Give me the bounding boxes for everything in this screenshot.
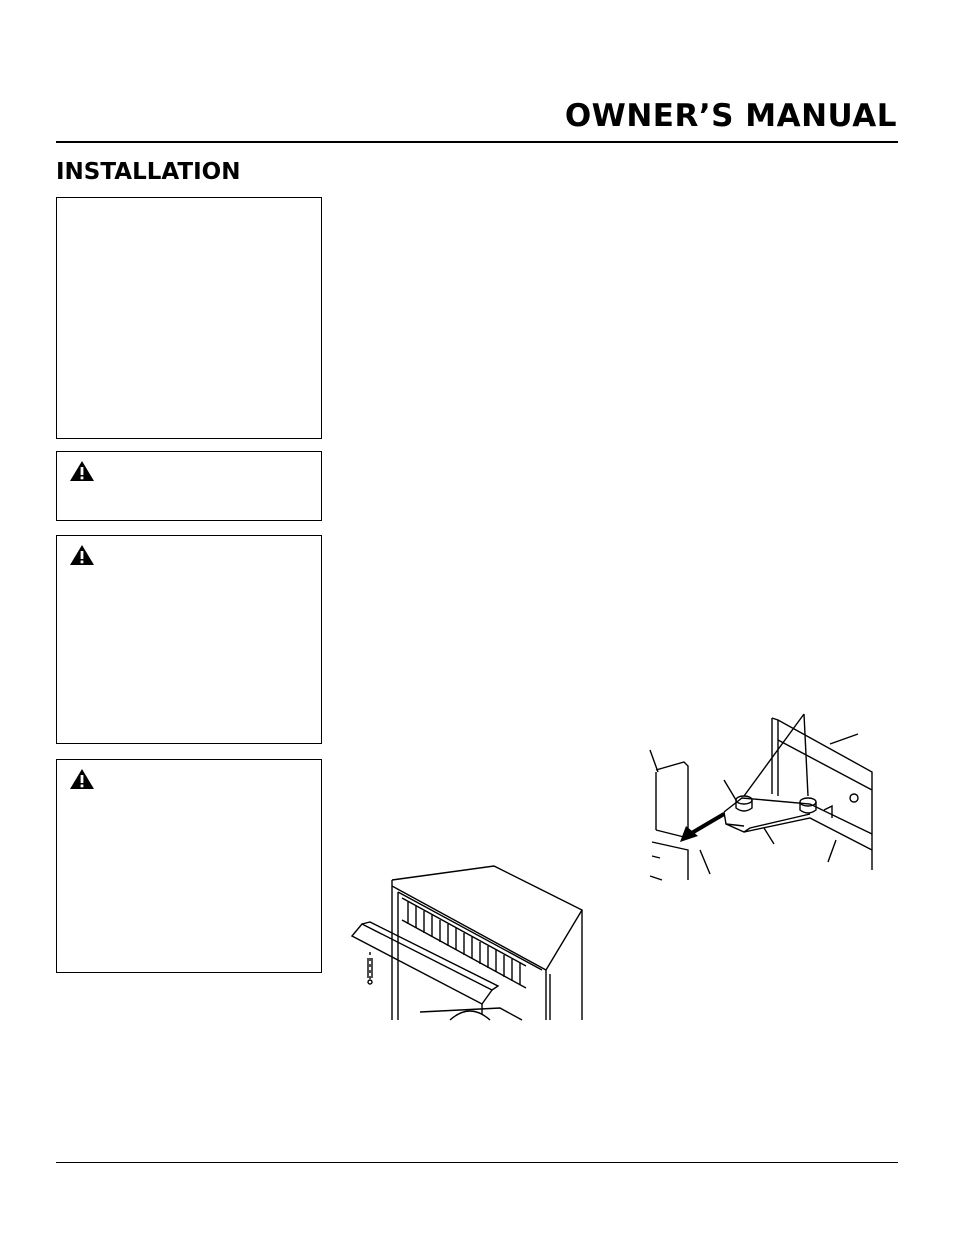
notice-box bbox=[56, 197, 322, 439]
warning-box-2 bbox=[56, 535, 322, 744]
manual-title: OWNER’S MANUAL bbox=[564, 98, 897, 134]
warning-box-1 bbox=[56, 451, 322, 521]
footer-rule bbox=[56, 1162, 898, 1163]
section-title: INSTALLATION bbox=[56, 159, 241, 185]
header-rule bbox=[56, 141, 898, 143]
warning-triangle-icon bbox=[69, 544, 95, 566]
heater-panel-illustration bbox=[350, 862, 586, 1022]
warning-triangle-icon bbox=[69, 768, 95, 790]
warning-box-3 bbox=[56, 759, 322, 973]
warning-triangle-icon bbox=[69, 460, 95, 482]
bracket-detail-illustration bbox=[640, 710, 880, 890]
